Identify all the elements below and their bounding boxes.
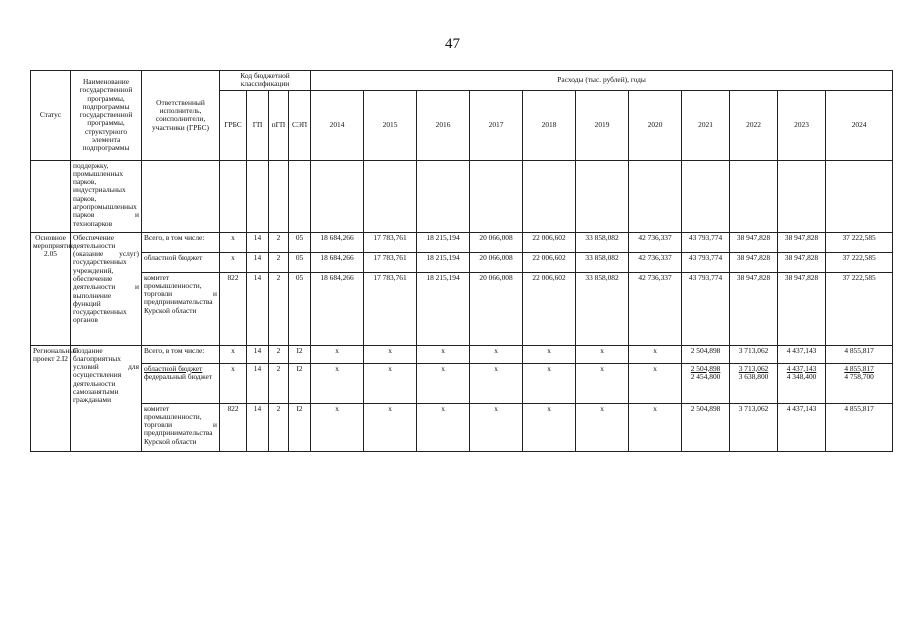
header-year: 2016 <box>417 90 470 160</box>
cell-pgp: 2 <box>269 272 289 345</box>
cell-value-pair <box>682 363 730 403</box>
continuation-name: поддержку, промышленных парков, индустриальных парков, агропромышленных парков и технопарков <box>71 160 142 232</box>
cell-grbs: х <box>220 345 247 363</box>
cell-value: х <box>311 403 364 451</box>
cell-value: 37 222,585 <box>826 232 893 252</box>
cell-value: 22 006,602 <box>523 272 576 345</box>
cell-value: х <box>470 345 523 363</box>
cell-value: 20 066,008 <box>470 272 523 345</box>
row-executor <box>142 363 220 403</box>
cell-value: х <box>311 345 364 363</box>
cell-pgp: 2 <box>269 252 289 272</box>
cell-value: х <box>629 345 682 363</box>
row-executor: комитет промышленности, торговли и предпринимательства Курской области <box>142 403 220 451</box>
header-pgp: пГП <box>269 90 289 160</box>
cell-value-regional: 4 855,817 <box>844 363 874 373</box>
cell-sep: 05 <box>289 252 311 272</box>
page-number: 47 <box>445 36 460 52</box>
cell-pgp: 2 <box>269 232 289 252</box>
cell-value: 43 793,774 <box>682 232 730 252</box>
cell-value: х <box>364 403 417 451</box>
cell-sep: 05 <box>289 232 311 252</box>
cell-value-pair <box>826 363 893 403</box>
cell-grbs: 822 <box>220 403 247 451</box>
header-code-group: Код бюджетной классификации <box>220 71 311 91</box>
cell-value: 2 504,898 <box>682 345 730 363</box>
cell-gp: 14 <box>247 252 269 272</box>
cell-grbs: х <box>220 363 247 403</box>
header-year: 2023 <box>778 90 826 160</box>
table-row <box>31 232 893 252</box>
cell-value: 18 684,266 <box>311 272 364 345</box>
header-year: 2017 <box>470 90 523 160</box>
header-year: 2021 <box>682 90 730 160</box>
cell-value: 37 222,585 <box>826 252 893 272</box>
cell-value: х <box>311 363 364 403</box>
cell-value: х <box>417 403 470 451</box>
cell-value: 3 713,062 <box>730 345 778 363</box>
cell-value: 20 066,008 <box>470 232 523 252</box>
cell-value: 38 947,828 <box>778 252 826 272</box>
cell-value: х <box>364 345 417 363</box>
cell-value: 42 736,337 <box>629 252 682 272</box>
section1-name: Обеспечение деятельности (оказание услуг) государственных учреждений, обеспечение деятельности и выполнение функций государственных органов <box>71 232 142 345</box>
cell-value: 33 858,082 <box>576 232 629 252</box>
cell-value: 18 215,194 <box>417 272 470 345</box>
section2-status: Региональный проект 2.I2 <box>31 345 71 451</box>
section2-name: Создание благоприятных условий для осуществления деятельности самозанятыми гражданами <box>71 345 142 451</box>
cell-value-regional: 4 437,143 <box>786 363 817 373</box>
header-sep: СЭП <box>289 90 311 160</box>
cell-value: х <box>629 403 682 451</box>
cell-value: 37 222,585 <box>826 272 893 345</box>
cell-value: 42 736,337 <box>629 232 682 252</box>
cell-value: х <box>470 403 523 451</box>
cell-value: 38 947,828 <box>730 232 778 252</box>
cell-value: 42 736,337 <box>629 272 682 345</box>
cell-sep: 05 <box>289 272 311 345</box>
cell-value: 3 713,062 <box>730 403 778 451</box>
row-executor: областной бюджет <box>142 252 220 272</box>
cell-value: х <box>576 363 629 403</box>
cell-pgp: 2 <box>269 345 289 363</box>
cell-sep: I2 <box>289 403 311 451</box>
cell-value: 38 947,828 <box>778 232 826 252</box>
cell-value: 4 855,817 <box>826 403 893 451</box>
cell-value: 18 684,266 <box>311 232 364 252</box>
table-row <box>31 345 893 363</box>
cell-value-federal: 4 758,700 <box>844 371 874 381</box>
header-year: 2019 <box>576 90 629 160</box>
row-executor: Всего, в том числе: <box>142 232 220 252</box>
cell-grbs: 822 <box>220 272 247 345</box>
header-year: 2024 <box>826 90 893 160</box>
table-row <box>31 272 893 345</box>
table-row <box>31 160 893 232</box>
header-status: Статус <box>31 71 71 161</box>
cell-value: 33 858,082 <box>576 252 629 272</box>
cell-gp: 14 <box>247 345 269 363</box>
cell-value: 22 006,602 <box>523 252 576 272</box>
cell-gp: 14 <box>247 403 269 451</box>
cell-grbs: х <box>220 232 247 252</box>
header-gp: ГП <box>247 90 269 160</box>
cell-value-federal: 2 454,800 <box>690 371 721 381</box>
header-year: 2018 <box>523 90 576 160</box>
cell-pgp: 2 <box>269 363 289 403</box>
cell-value: 2 504,898 <box>682 403 730 451</box>
cell-value: х <box>523 345 576 363</box>
cell-value-federal: 3 638,800 <box>738 371 769 381</box>
cell-pgp: 2 <box>269 403 289 451</box>
cell-value: х <box>523 403 576 451</box>
row-executor: Всего, в том числе: <box>142 345 220 363</box>
cell-value: 18 215,194 <box>417 232 470 252</box>
cell-value: 38 947,828 <box>730 272 778 345</box>
cell-value: х <box>470 363 523 403</box>
cell-value: 4 437,143 <box>778 403 826 451</box>
header-expenses-group: Расходы (тыс. рублей), годы <box>311 71 893 91</box>
cell-value: х <box>417 363 470 403</box>
cell-value: х <box>629 363 682 403</box>
cell-gp: 14 <box>247 363 269 403</box>
cell-value: 17 783,761 <box>364 272 417 345</box>
cell-value: 17 783,761 <box>364 232 417 252</box>
cell-value: 43 793,774 <box>682 252 730 272</box>
table-row <box>31 403 893 451</box>
cell-value: х <box>576 345 629 363</box>
cell-value: х <box>364 363 417 403</box>
cell-value: 4 855,817 <box>826 345 893 363</box>
cell-value: 33 858,082 <box>576 272 629 345</box>
row-executor: комитет промышленности, торговли и предпринимательства Курской области <box>142 272 220 345</box>
cell-value: 20 066,008 <box>470 252 523 272</box>
cell-value-pair <box>730 363 778 403</box>
header-year: 2015 <box>364 90 417 160</box>
cell-value: 4 437,143 <box>778 345 826 363</box>
header-year: 2022 <box>730 90 778 160</box>
cell-value: х <box>576 403 629 451</box>
header-executor: Ответственный исполнитель, соисполнители, участники (ГРБС) <box>142 71 220 161</box>
cell-value: 22 006,602 <box>523 232 576 252</box>
cell-value-pair <box>778 363 826 403</box>
header-name: Наименование государственной программы, подпрограммы государственной программы, структурного элемента подпрограммы <box>71 71 142 161</box>
cell-value: х <box>417 345 470 363</box>
header-year: 2020 <box>629 90 682 160</box>
header-grbs: ГРБС <box>220 90 247 160</box>
cell-gp: 14 <box>247 232 269 252</box>
cell-value: 38 947,828 <box>730 252 778 272</box>
cell-value-regional: 2 504,898 <box>690 363 721 373</box>
cell-value: 43 793,774 <box>682 272 730 345</box>
table-row <box>31 363 893 403</box>
budget-table <box>30 70 893 452</box>
cell-value: 38 947,828 <box>778 272 826 345</box>
section1-status: Основное мероприятие 2.05 <box>31 232 71 345</box>
cell-grbs: х <box>220 252 247 272</box>
cell-sep: I2 <box>289 363 311 403</box>
exec-federal-budget: федеральный бюджет <box>144 371 213 381</box>
exec-regional-budget: областной бюджет <box>144 363 203 373</box>
cell-gp: 14 <box>247 272 269 345</box>
table-row <box>31 252 893 272</box>
cell-value: 18 684,266 <box>311 252 364 272</box>
cell-value: 17 783,761 <box>364 252 417 272</box>
cell-value: 18 215,194 <box>417 252 470 272</box>
cell-value-federal: 4 348,400 <box>786 371 817 381</box>
cell-sep: I2 <box>289 345 311 363</box>
header-year: 2014 <box>311 90 364 160</box>
cell-value-regional: 3 713,062 <box>738 363 769 373</box>
cell-value: х <box>523 363 576 403</box>
